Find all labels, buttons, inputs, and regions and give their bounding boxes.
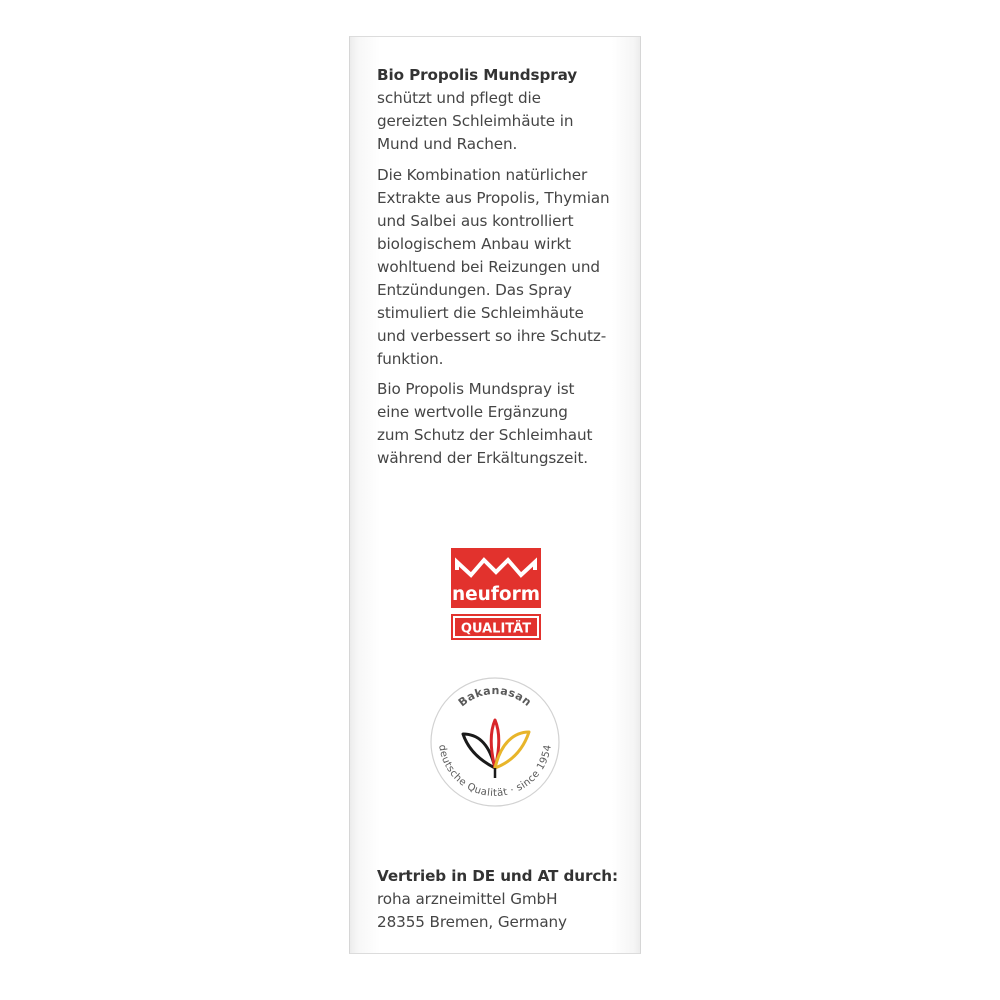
product-benefit — [377, 378, 629, 470]
product-title: Bio Propolis Mundspray — [377, 66, 578, 84]
description-paragraph-2: Die Kombination natürlicher Extrakte aus Propolis, Thymian und Salbei aus kontrolliert biologischem Anbau wirkt wohltuend bei Reizungen und Entzündungen. Das Spray stimuliert die Schleimhäute und verbessert so ihre Schutz- funktion. — [377, 166, 610, 368]
distributor-heading: Vertrieb in DE und AT durch: — [377, 867, 618, 885]
neuform-quality-text: QUALITÄT — [460, 621, 532, 637]
description-paragraph-3: Bio Propolis Mundspray ist eine wertvolle Ergänzung zum Schutz der Schleimhaut während der Erkältungszeit. — [377, 380, 593, 467]
distributor-company: roha arzneimittel GmbH — [377, 890, 558, 908]
seal-outer-ring — [431, 678, 559, 806]
neuform-brand-text: neuform — [451, 584, 541, 605]
product-intro-text: schützt und pflegt die gereizten Schleimhäute in Mund und Rachen. — [377, 89, 574, 153]
product-intro — [377, 64, 629, 156]
distributor-info — [377, 865, 629, 934]
distributor-address: 28355 Bremen, Germany — [377, 913, 567, 931]
seal-brand-text: Bakanasan — [455, 683, 535, 710]
leaf-icon — [463, 720, 529, 778]
product-description — [377, 164, 629, 371]
neuform-quality-logo — [451, 548, 541, 640]
bakanasan-seal — [425, 672, 565, 812]
seal-ring-text: deutsche Qualität · since 1954 — [436, 743, 554, 800]
